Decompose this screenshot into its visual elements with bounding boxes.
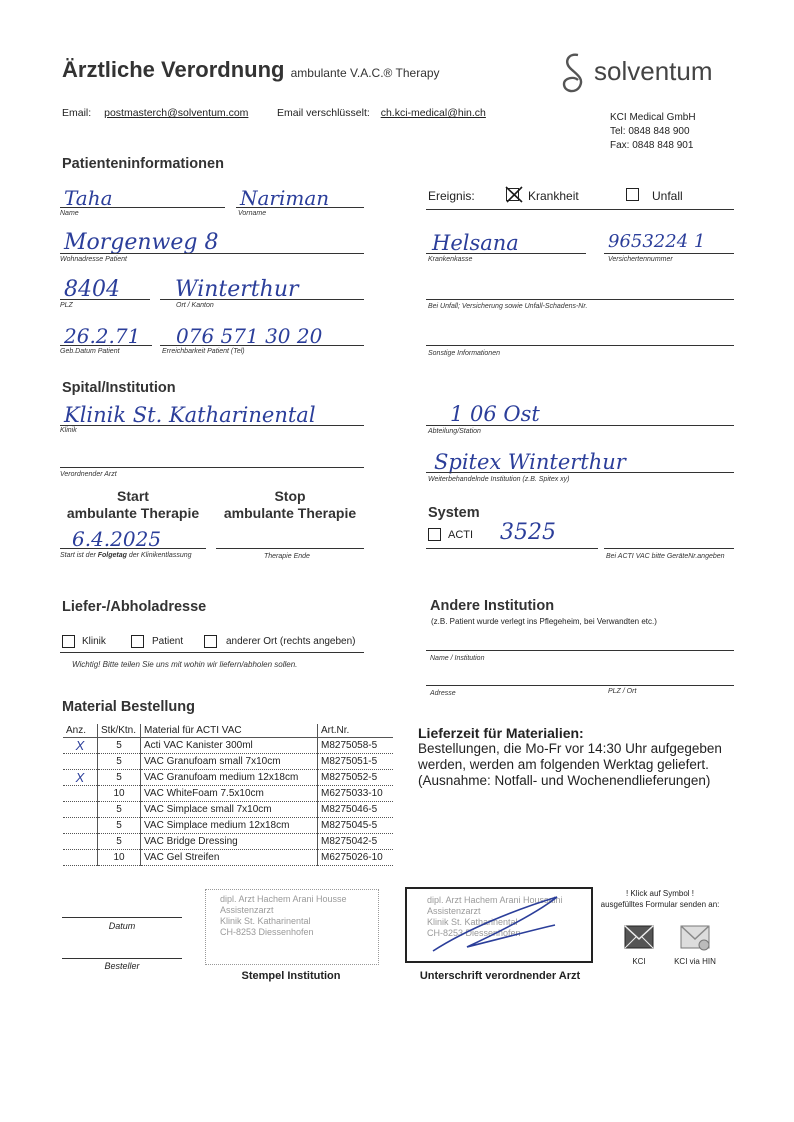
material-name-cell: Acti VAC Kanister 300ml: [141, 738, 318, 754]
email-row: [62, 107, 248, 119]
geb-label: Geb.Datum Patient: [60, 348, 120, 355]
andere-name-label: Name / Institution: [430, 655, 485, 662]
acti-value[interactable]: 3525: [500, 520, 556, 545]
versnr-label: Versichertennummer: [608, 256, 673, 263]
material-row: [63, 754, 393, 770]
start-label-post: der Klinikentlassung: [126, 552, 192, 559]
start-value[interactable]: 6.4.2025: [72, 527, 162, 551]
signature-box: [405, 887, 593, 963]
company-fax: Fax: 0848 848 901: [610, 140, 694, 151]
stempel-label: Stempel Institution: [241, 970, 341, 982]
material-anz-cell[interactable]: [63, 834, 98, 850]
tel-value[interactable]: 076 571 30 20: [176, 324, 323, 348]
klinik-label: Klinik: [60, 427, 77, 434]
material-name-cell: VAC Granufoam medium 12x18cm: [141, 770, 318, 786]
material-artnr-cell: M8275051-5: [318, 754, 394, 770]
wohn-value[interactable]: Morgenweg 8: [64, 230, 219, 255]
email-label: Email:: [62, 107, 92, 119]
unfall-info-label: Bei Unfall; Versicherung sowie Unfall-Schadens-Nr.: [428, 303, 588, 310]
stamp-line-3: Klinik St. Katharinental: [220, 916, 311, 926]
vorname-label: Vorname: [238, 210, 267, 217]
material-artnr-cell: M8275042-5: [318, 834, 394, 850]
stamp2-line-3: Klinik St. Katharinental: [427, 917, 518, 927]
acti-note: Bei ACTI VAC bitte GeräteNr.angeben: [606, 553, 725, 560]
material-row: [63, 786, 393, 802]
solventum-logo: [560, 52, 713, 99]
email-enc-link[interactable]: ch.kci-medical@hin.ch: [380, 107, 486, 119]
title-sub: ambulante V.A.C.® Therapy: [290, 66, 440, 80]
material-stk-cell: 5: [98, 770, 141, 786]
start-label-bold: Folgetag: [97, 552, 127, 559]
email-link[interactable]: postmasterch@solventum.com: [104, 107, 249, 119]
andere-plz-label: PLZ / Ort: [608, 688, 637, 695]
material-row: [63, 738, 393, 754]
material-anz-cell[interactable]: [63, 786, 98, 802]
name-label: Name: [60, 210, 79, 217]
email-enc-label: Email verschlüsselt:: [277, 107, 370, 119]
material-row: [63, 850, 393, 866]
ort-label: Ort / Kanton: [176, 302, 214, 309]
stamp-text: [220, 894, 347, 938]
material-stk-cell: 5: [98, 818, 141, 834]
material-name-cell: VAC WhiteFoam 7.5x10cm: [141, 786, 318, 802]
stamp-line-2: Assistenzarzt: [220, 905, 274, 915]
click-hint-1: ! Klick auf Symbol !: [625, 889, 695, 898]
weiter-label: Weiterbehandelnde Institution (z.B. Spitex xy): [428, 476, 570, 483]
krankenkasse-value[interactable]: Helsana: [432, 231, 519, 255]
material-stk-cell: 10: [98, 786, 141, 802]
material-stk-cell: 10: [98, 850, 141, 866]
click-hint: [600, 888, 720, 910]
unterschrift-label: Unterschrift verordnender Arzt: [419, 970, 581, 982]
liefer-patient-checkbox[interactable]: [131, 635, 144, 648]
plz-value[interactable]: 8404: [64, 277, 120, 302]
material-artnr-cell: M6275033-10: [318, 786, 394, 802]
krankenkasse-label: Krankenkasse: [428, 256, 473, 263]
stamp2-line-2: Assistenzarzt: [427, 906, 481, 916]
material-table-header: [63, 724, 393, 738]
tel-label: Erreichbarkeit Patient (Tel): [162, 348, 245, 355]
andere-sub: (z.B. Patient wurde verlegt ins Pflegeheim, bei Verwandten etc.): [431, 617, 657, 626]
start-title-2: ambulante Therapie: [66, 505, 200, 521]
start-title-1: Start: [117, 488, 149, 504]
company-name: KCI Medical GmbH: [610, 112, 696, 123]
abteilung-label: Abteilung/Station: [428, 428, 481, 435]
material-artnr-cell: M8275045-5: [318, 818, 394, 834]
stamp-line-4: CH-8253 Diessenhofen: [220, 927, 314, 937]
kci-hin-label: KCI via HIN: [674, 957, 716, 966]
material-table: [63, 724, 393, 866]
send-kci-button[interactable]: [624, 922, 654, 966]
klinik-value[interactable]: Klinik St. Katharinental: [64, 403, 316, 427]
stop-title-2: ambulante Therapie: [223, 505, 357, 521]
ort-value[interactable]: Winterthur: [175, 277, 299, 302]
mail-icon: [624, 922, 654, 952]
unfall-label: Unfall: [652, 189, 683, 203]
material-stk-cell: 5: [98, 738, 141, 754]
material-heading: Material Bestellung: [62, 699, 195, 715]
material-row: [63, 770, 393, 786]
form-title: [62, 57, 440, 83]
col-anz: Anz.: [63, 724, 98, 738]
company-info: [610, 111, 696, 153]
material-anz-cell[interactable]: X: [63, 738, 98, 754]
material-artnr-cell: M8275046-5: [318, 802, 394, 818]
datum-label: Datum: [108, 921, 136, 931]
liefer-anderer-label: anderer Ort (rechts angeben): [226, 636, 356, 647]
liefer-heading: Liefer-/Abholadresse: [62, 599, 207, 615]
stop-title-1: Stop: [274, 488, 306, 504]
start-title: [60, 488, 206, 522]
plz-label: PLZ: [60, 302, 73, 309]
material-anz-cell[interactable]: [63, 754, 98, 770]
material-anz-cell[interactable]: [63, 850, 98, 866]
lieferzeit-line-3: (Ausnahme: Notfall- und Wochenendlieferungen): [418, 773, 711, 788]
col-stk: Stk/Ktn.: [98, 724, 141, 738]
material-artnr-cell: M8275052-5: [318, 770, 394, 786]
material-name-cell: VAC Simplace medium 12x18cm: [141, 818, 318, 834]
col-artnr: Art.Nr.: [318, 724, 394, 738]
krankheit-check-mark: [503, 183, 525, 205]
material-name-cell: VAC Bridge Dressing: [141, 834, 318, 850]
signature-scribble: [407, 889, 595, 965]
acti-checkbox[interactable]: [428, 528, 441, 541]
stop-title: [216, 488, 364, 522]
solventum-logo-icon: [560, 52, 586, 94]
lieferzeit-title: Lieferzeit für Materialien:: [418, 725, 584, 741]
material-stk-cell: 5: [98, 834, 141, 850]
email-enc-row: [277, 107, 486, 119]
spital-heading: Spital/Institution: [62, 380, 176, 396]
arzt-label: Verordnender Arzt: [60, 471, 117, 478]
material-name-cell: VAC Simplace small 7x10cm: [141, 802, 318, 818]
material-stk-cell: 5: [98, 754, 141, 770]
ende-label: Therapie Ende: [264, 553, 310, 560]
stamp2-line-1: dipl. Arzt Hachem Arani Houssaini: [427, 895, 563, 905]
andere-adresse-label: Adresse: [430, 690, 456, 697]
ereignis-label: Ereignis:: [428, 189, 475, 203]
send-kci-hin-button[interactable]: [672, 922, 718, 966]
col-material: Material für ACTI VAC: [141, 724, 318, 738]
weiter-value[interactable]: Spitex Winterthur: [434, 450, 626, 474]
patient-heading: Patienteninformationen: [62, 156, 224, 172]
brand-name: solventum: [594, 56, 713, 86]
mail-hin-icon: [680, 922, 710, 952]
besteller-label: Besteller: [104, 961, 140, 971]
wohn-label: Wohnadresse Patient: [60, 256, 127, 263]
material-name-cell: VAC Gel Streifen: [141, 850, 318, 866]
liefer-klinik-label: Klinik: [82, 636, 106, 647]
material-artnr-cell: M8275058-5: [318, 738, 394, 754]
name-value[interactable]: Taha: [64, 186, 113, 210]
versnr-value[interactable]: 9653224 1: [608, 231, 706, 252]
andere-heading: Andere Institution: [430, 598, 555, 614]
liefer-patient-label: Patient: [152, 636, 184, 647]
geb-value[interactable]: 26.2.71: [64, 324, 141, 348]
liefer-anderer-checkbox[interactable]: [204, 635, 217, 648]
kci-label: KCI: [632, 957, 646, 966]
material-name-cell: VAC Granufoam small 7x10cm: [141, 754, 318, 770]
lieferzeit-block: [418, 725, 778, 789]
material-row: [63, 802, 393, 818]
lieferzeit-line-1: Bestellungen, die Mo-Fr vor 14:30 Uhr aufgegeben: [418, 741, 722, 756]
material-row: [63, 818, 393, 834]
material-artnr-cell: M6275026-10: [318, 850, 394, 866]
material-stk-cell: 5: [98, 802, 141, 818]
stempel-box: [205, 889, 379, 965]
company-tel: Tel: 0848 848 900: [610, 126, 690, 137]
material-anz-cell[interactable]: [63, 802, 98, 818]
start-label-pre: Start ist der: [60, 552, 98, 559]
krankheit-label: Krankheit: [528, 189, 579, 203]
material-anz-cell[interactable]: X: [63, 770, 98, 786]
sonstige-label: Sonstige Informationen: [428, 350, 500, 357]
unfall-checkbox[interactable]: [626, 188, 639, 201]
stamp2-line-4: CH-8253 Diessenhofen: [427, 928, 521, 938]
material-anz-cell[interactable]: [63, 818, 98, 834]
title-main: Ärztliche Verordnung: [62, 57, 285, 82]
liefer-note: Wichtig! Bitte teilen Sie uns mit wohin wir liefern/abholen sollen.: [72, 660, 298, 669]
liefer-klinik-checkbox[interactable]: [62, 635, 75, 648]
acti-label: ACTI: [448, 529, 474, 541]
lieferzeit-line-2: werden, werden am folgenden Werktag geliefert.: [418, 757, 709, 772]
abteilung-value[interactable]: 1 06 Ost: [450, 402, 540, 426]
start-label: [60, 552, 192, 559]
system-heading: System: [428, 505, 480, 521]
material-row: [63, 834, 393, 850]
stamp-line-1: dipl. Arzt Hachem Arani Housse: [220, 894, 347, 904]
click-hint-2: ausgefülltes Formular senden an:: [600, 900, 720, 909]
vorname-value[interactable]: Nariman: [240, 186, 330, 210]
